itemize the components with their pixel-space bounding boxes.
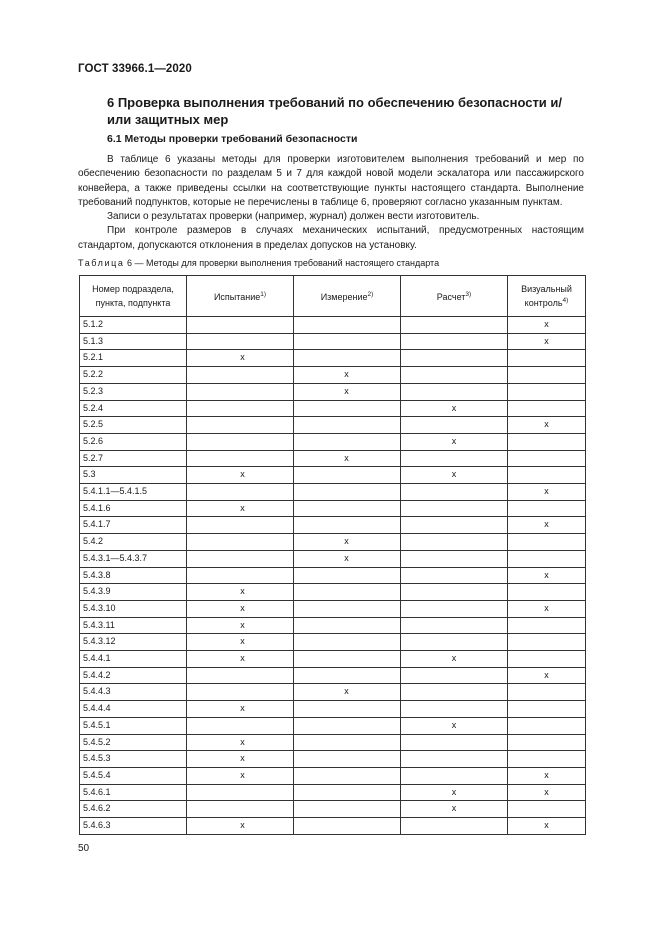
cell-measurement [294,734,401,751]
cell-measurement: x [294,684,401,701]
cell-measurement [294,567,401,584]
cell-test: x [187,751,294,768]
table-row [80,734,586,751]
cell-visual: x [508,767,586,784]
verification-methods-table [79,275,586,835]
cell-visual: x [508,517,586,534]
cell-clause: 5.4.1.1—5.4.1.5 [80,484,187,501]
table-row [80,383,586,400]
cell-visual [508,534,586,551]
cell-measurement [294,333,401,350]
cell-visual: x [508,333,586,350]
header-test: Испытание$^{1)}$ [187,276,294,317]
table-row [80,567,586,584]
cell-measurement: x [294,383,401,400]
cell-calculation: x [401,784,508,801]
cell-visual: x [508,600,586,617]
cell-visual [508,801,586,818]
cell-test: x [187,634,294,651]
cell-calculation [401,450,508,467]
cell-measurement [294,751,401,768]
cell-clause: 5.2.5 [80,417,187,434]
table-row [80,751,586,768]
cell-measurement [294,667,401,684]
cell-clause: 5.4.1.6 [80,500,187,517]
cell-measurement [294,484,401,501]
cell-calculation [401,517,508,534]
cell-test: x [187,617,294,634]
cell-test [187,801,294,818]
table-row [80,467,586,484]
cell-calculation [401,317,508,334]
cell-calculation [401,734,508,751]
cell-clause: 5.4.6.3 [80,818,187,835]
cell-visual [508,450,586,467]
cell-visual [508,684,586,701]
cell-measurement [294,767,401,784]
cell-test [187,550,294,567]
cell-calculation [401,333,508,350]
cell-clause: 5.1.3 [80,333,187,350]
cell-calculation [401,767,508,784]
cell-calculation [401,751,508,768]
cell-visual [508,433,586,450]
cell-clause: 5.2.6 [80,433,187,450]
table-row [80,534,586,551]
paragraph: Записи о результатах проверки (например, журнал) должен вести изготовитель. [107,211,480,223]
cell-test [187,717,294,734]
cell-calculation [401,667,508,684]
cell-calculation: x [401,717,508,734]
cell-clause: 5.4.3.10 [80,600,187,617]
table-caption [78,258,439,268]
cell-visual [508,550,586,567]
cell-measurement [294,600,401,617]
cell-clause: 5.4.3.1—5.4.3.7 [80,550,187,567]
header-measurement: Измерение$^{2)}$ [294,276,401,317]
cell-clause: 5.4.3.12 [80,634,187,651]
table-caption-text: 6 — Методы для проверки выполнения требований настоящего стандарта [124,258,440,268]
cell-visual [508,634,586,651]
cell-measurement: x [294,534,401,551]
cell-visual: x [508,818,586,835]
cell-visual [508,717,586,734]
cell-test: x [187,651,294,668]
cell-visual [508,467,586,484]
cell-measurement [294,801,401,818]
cell-measurement [294,651,401,668]
cell-clause: 5.4.4.1 [80,651,187,668]
cell-visual: x [508,784,586,801]
table-row [80,450,586,467]
cell-calculation [401,383,508,400]
cell-clause: 5.4.3.11 [80,617,187,634]
cell-visual [508,400,586,417]
subsection-title: 6.1 Методы проверки требований безопасности [107,133,358,145]
cell-clause: 5.3 [80,467,187,484]
cell-visual [508,751,586,768]
cell-calculation: x [401,400,508,417]
cell-visual [508,367,586,384]
header-calculation: Расчет$^{3)}$ [401,276,508,317]
cell-test [187,684,294,701]
cell-clause: 5.4.3.9 [80,584,187,601]
table-row [80,801,586,818]
table-row [80,667,586,684]
cell-clause: 5.4.1.7 [80,517,187,534]
cell-measurement [294,417,401,434]
body-text [78,153,584,253]
table-row [80,317,586,334]
cell-calculation [401,600,508,617]
cell-test [187,667,294,684]
cell-calculation [401,634,508,651]
paragraph: В таблице 6 указаны методы для проверки изготовителем выполнения требований и мер по обеспечению безопасности по разделам 5 и 7 для каждой новой модели эскалатора или пассажирского конвейера, а также приведены ссылки на соответствующие пункты настоящего стандарта. Выполнение требований подпунктов, которые не перечислены в таблице 6, проверяют согласно указанным пунктам. [78,154,584,208]
cell-test: x [187,600,294,617]
cell-calculation [401,550,508,567]
header-visual-inspection: Визуальный контроль$^{4)}$ [508,276,586,317]
cell-visual [508,500,586,517]
cell-measurement [294,350,401,367]
cell-clause: 5.4.3.8 [80,567,187,584]
cell-calculation [401,350,508,367]
table-row [80,350,586,367]
cell-visual [508,584,586,601]
cell-measurement [294,784,401,801]
header-clause: Номер подраздела, пункта, подпункта [80,276,187,317]
cell-clause: 5.2.2 [80,367,187,384]
cell-clause: 5.4.2 [80,534,187,551]
table-row [80,784,586,801]
table-row [80,400,586,417]
cell-measurement [294,500,401,517]
cell-measurement [294,317,401,334]
cell-calculation [401,701,508,718]
cell-test: x [187,350,294,367]
table-body [80,317,586,835]
table-row [80,600,586,617]
cell-calculation: x [401,433,508,450]
cell-measurement [294,634,401,651]
cell-calculation [401,534,508,551]
cell-test: x [187,734,294,751]
table-row [80,417,586,434]
cell-measurement [294,400,401,417]
cell-visual [508,350,586,367]
table-header-row [80,276,586,317]
table-row [80,767,586,784]
cell-measurement [294,517,401,534]
table-row [80,333,586,350]
cell-calculation [401,567,508,584]
cell-test [187,383,294,400]
table-row [80,550,586,567]
cell-calculation [401,484,508,501]
table-row [80,433,586,450]
cell-test [187,367,294,384]
cell-test: x [187,584,294,601]
cell-measurement: x [294,367,401,384]
cell-test: x [187,701,294,718]
cell-visual [508,701,586,718]
cell-measurement [294,717,401,734]
cell-measurement [294,467,401,484]
cell-test [187,333,294,350]
table-row [80,617,586,634]
cell-calculation [401,684,508,701]
cell-calculation [401,818,508,835]
cell-clause: 5.4.5.2 [80,734,187,751]
table-row [80,484,586,501]
cell-visual: x [508,417,586,434]
cell-visual: x [508,567,586,584]
table-row [80,717,586,734]
paragraph: При контроле размеров в случаях механических испытаний, предусмотренных настоящим стандартом, допускаются отклонения в пределах допусков на установку. [78,225,584,251]
page-number: 50 [78,843,90,854]
table-row [80,818,586,835]
cell-test: x [187,818,294,835]
cell-test [187,317,294,334]
cell-visual [508,617,586,634]
cell-test [187,784,294,801]
cell-test [187,534,294,551]
cell-measurement [294,584,401,601]
cell-clause: 5.2.7 [80,450,187,467]
table-row [80,517,586,534]
table-row [80,584,586,601]
document-code: ГОСТ 33966.1—2020 [78,63,192,75]
cell-clause: 5.2.1 [80,350,187,367]
section-title: 6 Проверка выполнения требований по обеспечению безопасности и/или защитных мер [107,95,563,127]
cell-test: x [187,467,294,484]
cell-calculation: x [401,651,508,668]
cell-test: x [187,767,294,784]
cell-test: x [187,500,294,517]
cell-calculation [401,584,508,601]
cell-clause: 5.4.4.3 [80,684,187,701]
table-caption-prefix: Таблица [78,258,125,268]
cell-visual: x [508,484,586,501]
table-row [80,367,586,384]
cell-test [187,484,294,501]
cell-visual [508,383,586,400]
cell-clause: 5.4.5.4 [80,767,187,784]
cell-test [187,417,294,434]
table-row [80,634,586,651]
table-row [80,500,586,517]
cell-test [187,517,294,534]
cell-clause: 5.4.4.4 [80,701,187,718]
cell-calculation [401,367,508,384]
cell-clause: 5.2.4 [80,400,187,417]
table-row [80,684,586,701]
cell-clause: 5.2.3 [80,383,187,400]
cell-clause: 5.4.6.2 [80,801,187,818]
cell-test [187,567,294,584]
table-row [80,701,586,718]
cell-measurement: x [294,450,401,467]
cell-measurement [294,701,401,718]
cell-measurement: x [294,550,401,567]
table-row [80,651,586,668]
cell-calculation [401,417,508,434]
cell-test [187,400,294,417]
cell-measurement [294,617,401,634]
cell-test [187,450,294,467]
cell-calculation: x [401,801,508,818]
cell-calculation: x [401,467,508,484]
cell-test [187,433,294,450]
cell-visual [508,734,586,751]
cell-clause: 5.4.6.1 [80,784,187,801]
cell-measurement [294,818,401,835]
cell-visual: x [508,667,586,684]
cell-clause: 5.4.5.3 [80,751,187,768]
cell-calculation [401,500,508,517]
cell-visual: x [508,317,586,334]
cell-measurement [294,433,401,450]
cell-visual [508,651,586,668]
cell-clause: 5.4.4.2 [80,667,187,684]
cell-clause: 5.4.5.1 [80,717,187,734]
cell-calculation [401,617,508,634]
cell-clause: 5.1.2 [80,317,187,334]
